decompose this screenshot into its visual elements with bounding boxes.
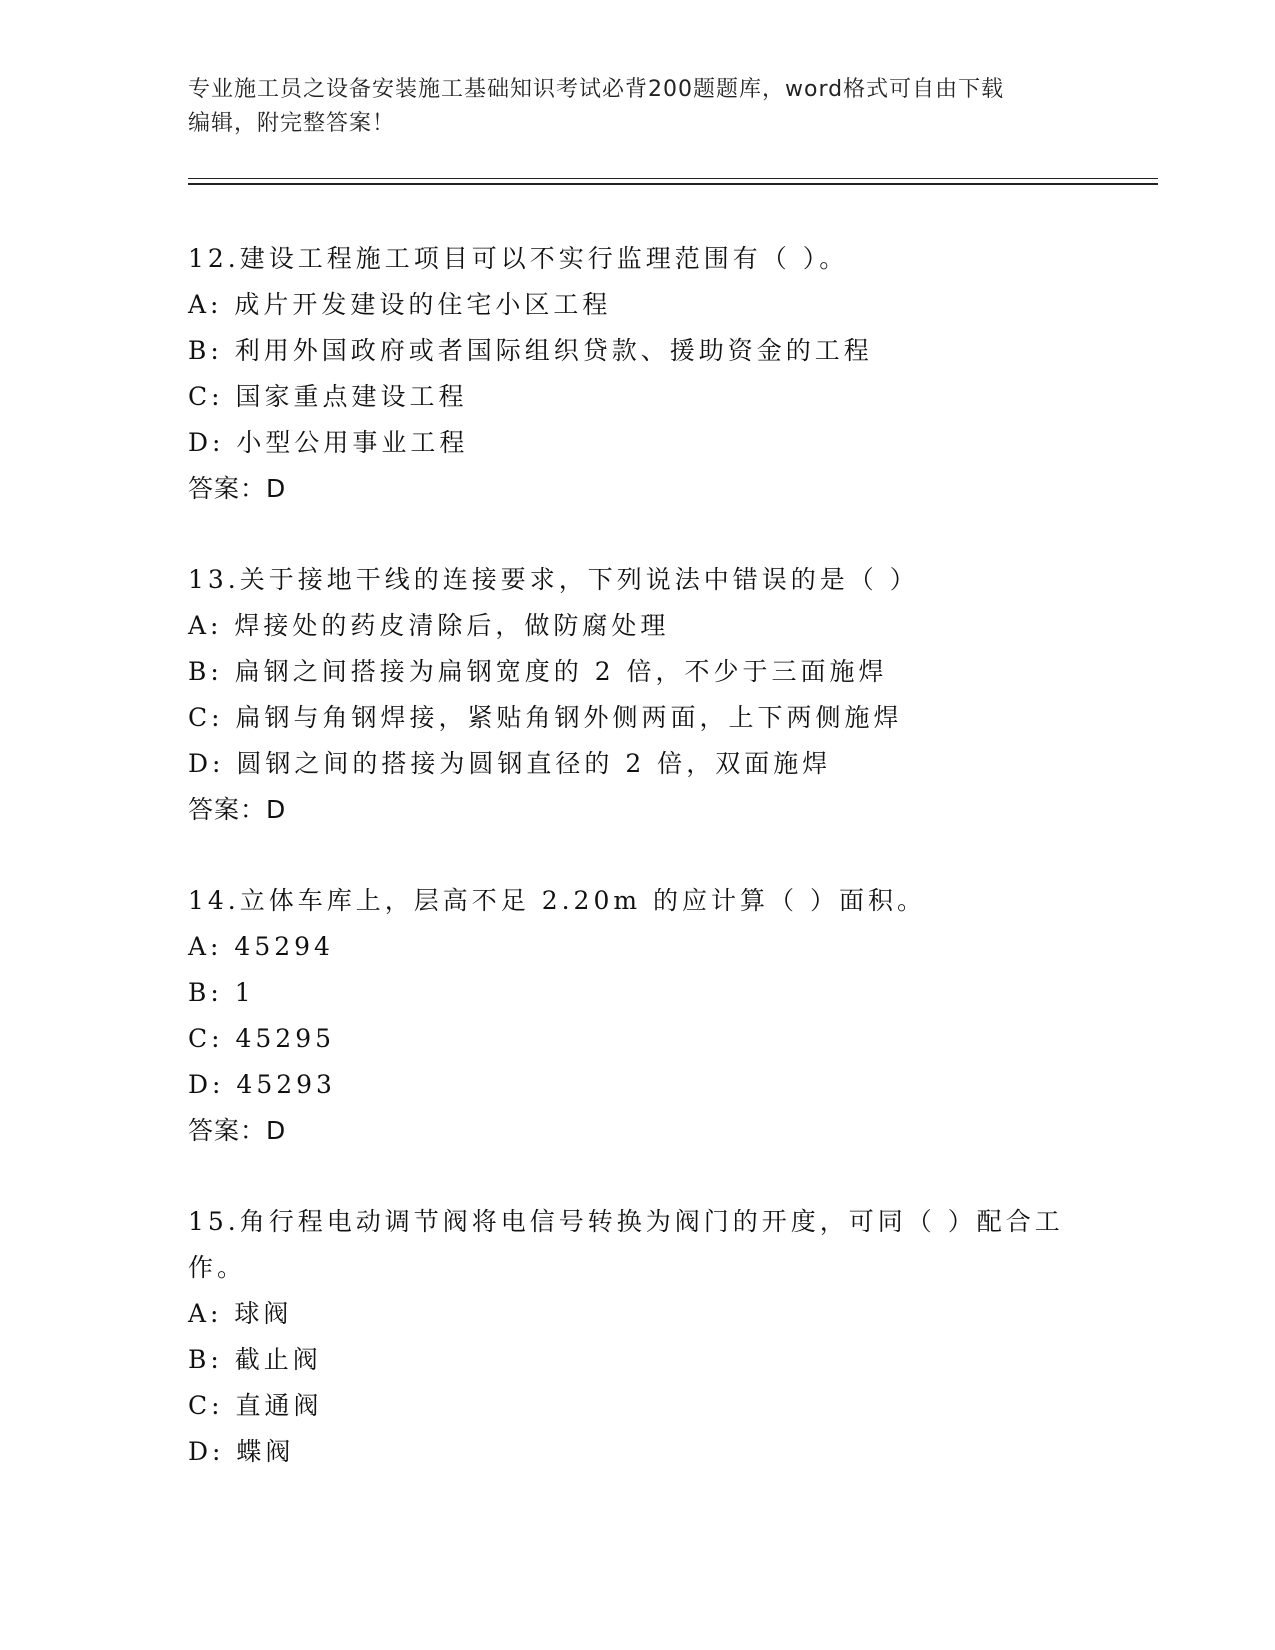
answer-text: 答案：D	[188, 1116, 287, 1145]
option-c: C: 直通阀	[188, 1391, 323, 1420]
header-line-2: 编辑，附完整答案！	[188, 111, 396, 136]
header-line-1: 专业施工员之设备安装施工基础知识考试必背200题题库，word格式可自由下载	[188, 77, 1005, 102]
option-d: D: 蝶阀	[188, 1437, 295, 1466]
option-d: D: 45293	[188, 1070, 336, 1099]
question-12	[188, 236, 1088, 512]
option-c: C: 45295	[188, 1024, 336, 1053]
question-14	[188, 878, 1088, 1154]
question-list	[188, 236, 1088, 1520]
option-b: B: 1	[188, 978, 255, 1007]
question-text: 13.关于接地干线的连接要求，下列说法中错误的是（ ）	[188, 565, 919, 594]
question-text: 12.建设工程施工项目可以不实行监理范围有（ ）。	[188, 244, 849, 273]
option-a: A: 成片开发建设的住宅小区工程	[188, 290, 612, 319]
option-a: A: 球阀	[188, 1299, 293, 1328]
option-b: B: 扁钢之间搭接为扁钢宽度的 2 倍，不少于三面施焊	[188, 657, 888, 686]
answer-text: 答案：D	[188, 474, 287, 503]
question-13	[188, 557, 1088, 833]
question-text: 14.立体车库上，层高不足 2.20m 的应计算（ ）面积。	[188, 886, 926, 915]
option-d: D: 小型公用事业工程	[188, 428, 469, 457]
document-header	[188, 73, 1068, 141]
option-b: B: 利用外国政府或者国际组织贷款、援助资金的工程	[188, 336, 873, 365]
option-a: A: 焊接处的药皮清除后，做防腐处理	[188, 611, 670, 640]
option-b: B: 截止阀	[188, 1345, 322, 1374]
question-text: 15.角行程电动调节阀将电信号转换为阀门的开度，可同（ ）配合工作。	[188, 1207, 1064, 1282]
option-d: D: 圆钢之间的搭接为圆钢直径的 2 倍，双面施焊	[188, 749, 832, 778]
option-c: C: 国家重点建设工程	[188, 382, 468, 411]
answer-text: 答案：D	[188, 795, 287, 824]
header-divider-bottom	[188, 183, 1158, 185]
option-c: C: 扁钢与角钢焊接，紧贴角钢外侧两面，上下两侧施焊	[188, 703, 903, 732]
question-15	[188, 1199, 1088, 1475]
option-a: A: 45294	[188, 932, 334, 961]
header-divider-top	[188, 178, 1158, 179]
